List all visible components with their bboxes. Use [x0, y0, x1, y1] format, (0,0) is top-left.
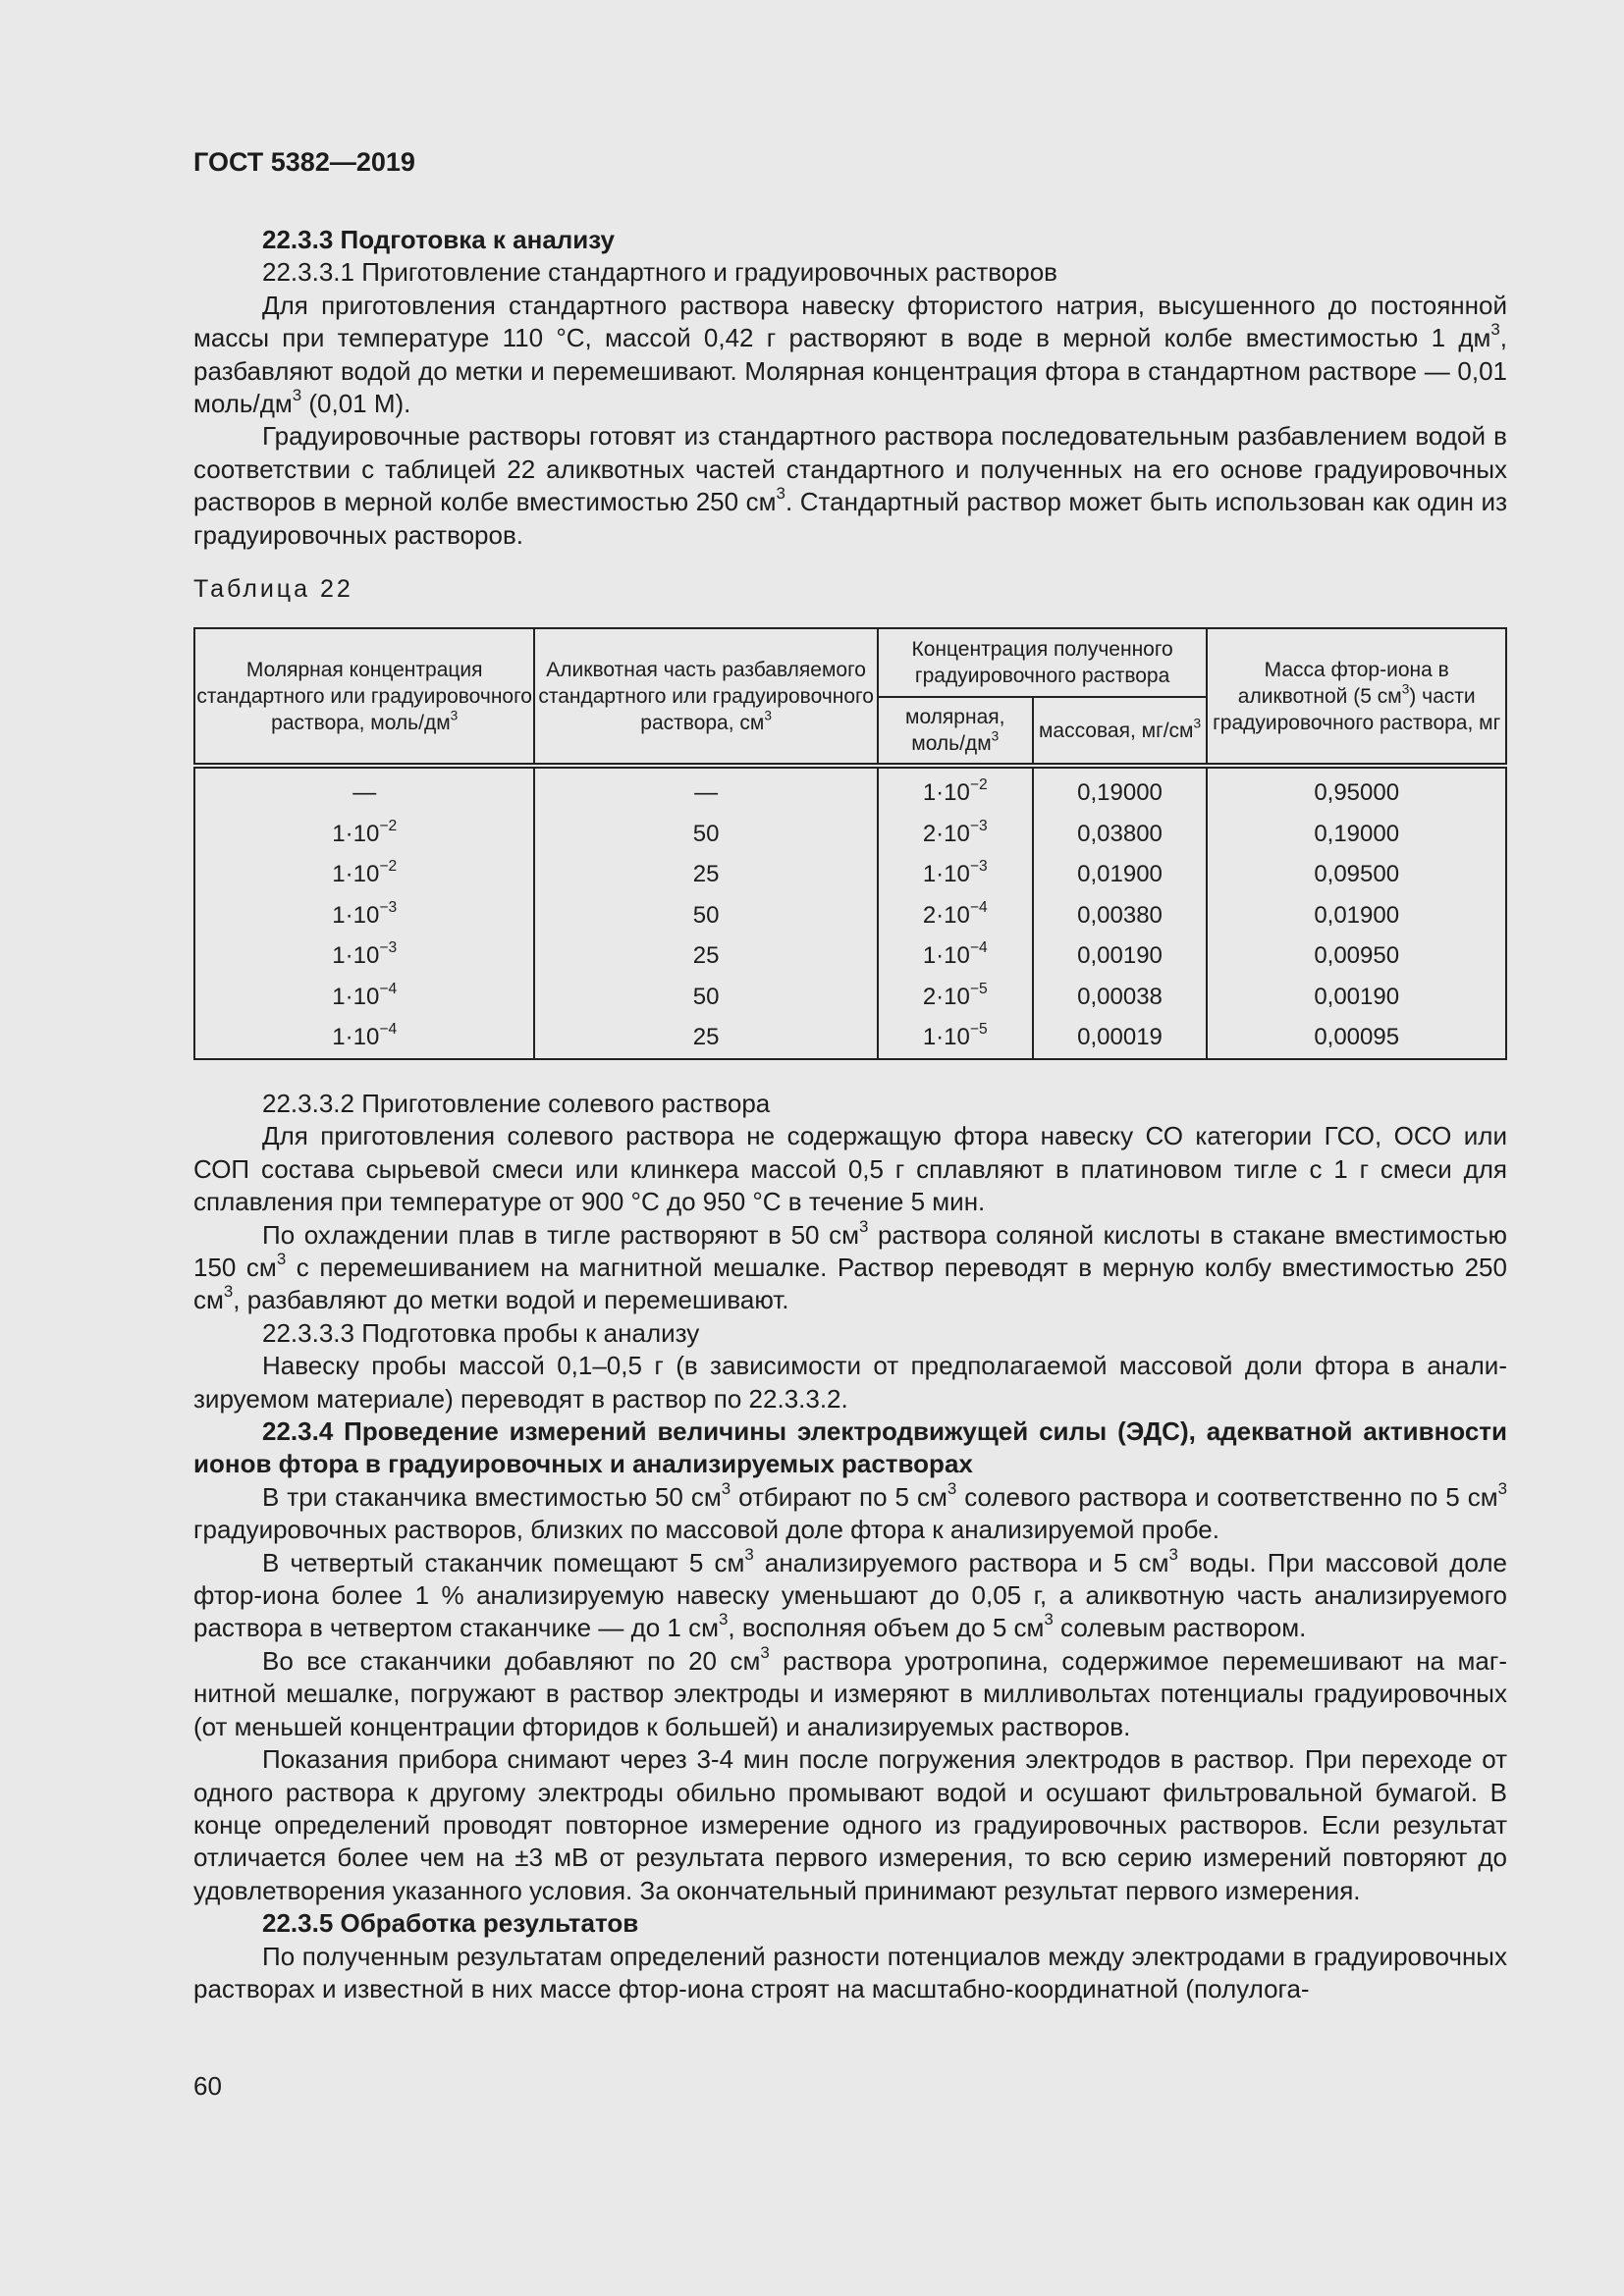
cell-mass: 0,03800	[1033, 814, 1208, 855]
cell-mass: 0,00019	[1033, 1017, 1208, 1059]
subsection-22-3-3-1: 22.3.3.1 Приготовление стандартного и градуировочных растворов	[262, 257, 1057, 288]
paragraph: Для приготовления солевого раствора не содержащую фтора навеску СО категории ГСО, ОСО или СОП состава сырьевой смеси или клинкера массой 0,5 г сплавляют в платиновом тигле с 1 г смеси для сплавления при температуре от 900 °С до 950 °С в течение 5 мин.	[193, 1121, 1507, 1217]
table-row	[194, 977, 1506, 1018]
table-22	[193, 627, 1507, 1060]
cell-fluoride-mass: 0,00190	[1207, 977, 1506, 1018]
table-row	[194, 895, 1506, 936]
col-header-aliquot: Аликвотная часть разбавляемого стандартного или градуировочного раствора, $см^3$	[534, 628, 877, 766]
col-header-molar-concentration: Молярная концентрация стандартного или градуировочного раствора, моль/$дм^3$	[194, 628, 534, 766]
cell-mass: 0,00380	[1033, 895, 1208, 936]
cell-molar: $1\cdot 10^{-4}$	[878, 935, 1033, 977]
cell-molar-concentration: $1\cdot 10^{-2}$	[194, 854, 534, 895]
cell-aliquot: 25	[534, 935, 877, 977]
cell-molar-concentration: $1\cdot 10^{-3}$	[194, 935, 534, 977]
cell-aliquot: —	[534, 766, 877, 814]
cell-fluoride-mass: 0,09500	[1207, 854, 1506, 895]
paragraph: В три стаканчика вместимостью 50 $см^3$ отбирают по 5 $см^3$ солевого раствора и соответственно по 5 $см^3$ градуировочных растворов, близких по массовой доле фтора к анализируемой пробе.	[193, 1479, 1507, 1545]
paragraph: Во все стаканчики добавляют по 20 $см^3$ раствора уротропина, содержимое перемешивают на магнитной мешалке, погружают в раствор электроды и измеряют в милливольтах потенциалы градуировочных (от меньшей концентрации фторидов к большей) и анализируемых растворов.	[193, 1643, 1507, 1741]
section-heading-22-3-5: 22.3.5 Обработка результатов	[262, 1908, 639, 1939]
col-header-fluoride-mass: Масса фтор-иона в аликвотной (5 $см^3$) части градуировочного раствора, мг	[1207, 628, 1506, 766]
cell-aliquot: 50	[534, 977, 877, 1018]
cell-mass: 0,19000	[1033, 766, 1208, 814]
table-caption: Таблица 22	[193, 575, 353, 604]
cell-aliquot: 50	[534, 895, 877, 936]
paragraph: По охлаждении плав в тигле растворяют в 50 $см^3$ раствора соляной кислоты в стакане вместимостью 150 $см^3$ с перемешиванием на магнитной мешалке. Раствор переводят в мерную колбу вместимостью 250 $см^3$, разбавляют до метки водой и перемешивают.	[193, 1216, 1507, 1315]
section-heading-22-3-4: 22.3.4 Проведение измерений величины электродвижущей силы (ЭДС), адекватной активности ионов фтора в градуировочных и анализируемых растворах	[193, 1416, 1507, 1479]
cell-molar: $2\cdot 10^{-4}$	[878, 895, 1033, 936]
paragraph: Навеску пробы массой 0,1–0,5 г (в зависимости от предполагаемой массовой доли фтора в анализируемом материале) переводят в раствор по 22.3.3.2.	[193, 1351, 1507, 1414]
paragraph: По полученным результатам определений разности потенциалов между электродами в градуировочных растворах и известной в них массе фтор-иона строят на масштабно-координатной (полулога-	[193, 1941, 1507, 2003]
table-row	[194, 814, 1506, 855]
table-row	[194, 766, 1506, 814]
cell-mass: 0,01900	[1033, 854, 1208, 895]
paragraph: Градуировочные растворы готовят из стандартного раствора последовательным разбавлением водой в соответствии с таблицей 22 аликвотных частей стандартного и полученных на его основе градуировочных растворов в мерной колбе вместимостью 250 $см^3$. Стандартный раствор может быть использован как один из градуировочных растворов.	[193, 421, 1508, 550]
cell-molar: $2\cdot 10^{-5}$	[878, 977, 1033, 1018]
cell-molar-concentration: $1\cdot 10^{-3}$	[194, 895, 534, 936]
cell-fluoride-mass: 0,00950	[1207, 935, 1506, 977]
subsection-22-3-3-3: 22.3.3.3 Подготовка пробы к анализу	[262, 1317, 700, 1348]
cell-molar: $1\cdot 10^{-5}$	[878, 1017, 1033, 1059]
cell-molar: $1\cdot 10^{-3}$	[878, 854, 1033, 895]
cell-molar-concentration: —	[194, 766, 534, 814]
cell-fluoride-mass: 0,00095	[1207, 1017, 1506, 1059]
paragraph: Для приготовления стандартного раствора навеску фтористого натрия, высушенного до постоянной массы при температуре 110 °С, массой 0,42 г растворяют в воде в мерной колбе вместимостью 1 $дм^3$, разбавляют водой до метки и перемешивают. Молярная концентрация фтора в стандартном растворе — 0,01 моль/$дм^3$ (0,01 М).	[193, 290, 1507, 419]
cell-aliquot: 50	[534, 814, 877, 855]
col-header-mass: массовая, $мг/см^3$	[1033, 697, 1208, 766]
cell-fluoride-mass: 0,01900	[1207, 895, 1506, 936]
page-number: 60	[193, 2071, 222, 2101]
document-header: ГОСТ 5382—2019	[193, 147, 415, 177]
col-header-concentration-group: Концентрация полученного градуировочного раствора	[878, 628, 1208, 697]
cell-molar-concentration: $1\cdot 10^{-4}$	[194, 1017, 534, 1059]
cell-aliquot: 25	[534, 1017, 877, 1059]
cell-molar-concentration: $1\cdot 10^{-2}$	[194, 814, 534, 855]
cell-mass: 0,00190	[1033, 935, 1208, 977]
section-heading-22-3-3: 22.3.3 Подготовка к анализу	[262, 225, 616, 254]
cell-molar: $2\cdot 10^{-3}$	[878, 814, 1033, 855]
page-content	[193, 224, 1507, 2005]
cell-molar-concentration: $1\cdot 10^{-4}$	[194, 977, 534, 1018]
cell-fluoride-mass: 0,19000	[1207, 814, 1506, 855]
table-row	[194, 935, 1506, 977]
paragraph: В четвертый стаканчик помещают 5 $см^3$ анализируемого раствора и 5 $см^3$ воды. При массовой доле фтор-иона более 1 % анализируемую навеску уменьшают до 0,05 г, а аликвотную часть анализируемого раствора в четвертом стаканчике — до 1 $см^3$, восполняя объем до 5 $см^3$ солевым раствором.	[193, 1544, 1508, 1643]
cell-molar: $1\cdot 10^{-2}$	[878, 766, 1033, 814]
cell-aliquot: 25	[534, 854, 877, 895]
subsection-22-3-3-2: 22.3.3.2 Приготовление солевого раствора	[262, 1088, 771, 1118]
col-header-molar: молярная, моль/$дм^3$	[878, 697, 1033, 766]
table-row	[194, 854, 1506, 895]
paragraph: Показания прибора снимают через 3-4 мин после погружения электродов в раствор. При переходе от одного раствора к другому электроды обильно промывают водой и осушают фильтровальной бумагой. В конце определений проводят повторное измерение одного из градуировочных растворов. Если результат отличается более чем на ±3 мВ от результата первого измерения, то всю серию измерений повторяют до удовлетворения указанного условия. За окончательный принимают результат первого измерения.	[193, 1744, 1507, 1905]
table-row	[194, 1017, 1506, 1059]
cell-fluoride-mass: 0,95000	[1207, 766, 1506, 814]
cell-mass: 0,00038	[1033, 977, 1208, 1018]
